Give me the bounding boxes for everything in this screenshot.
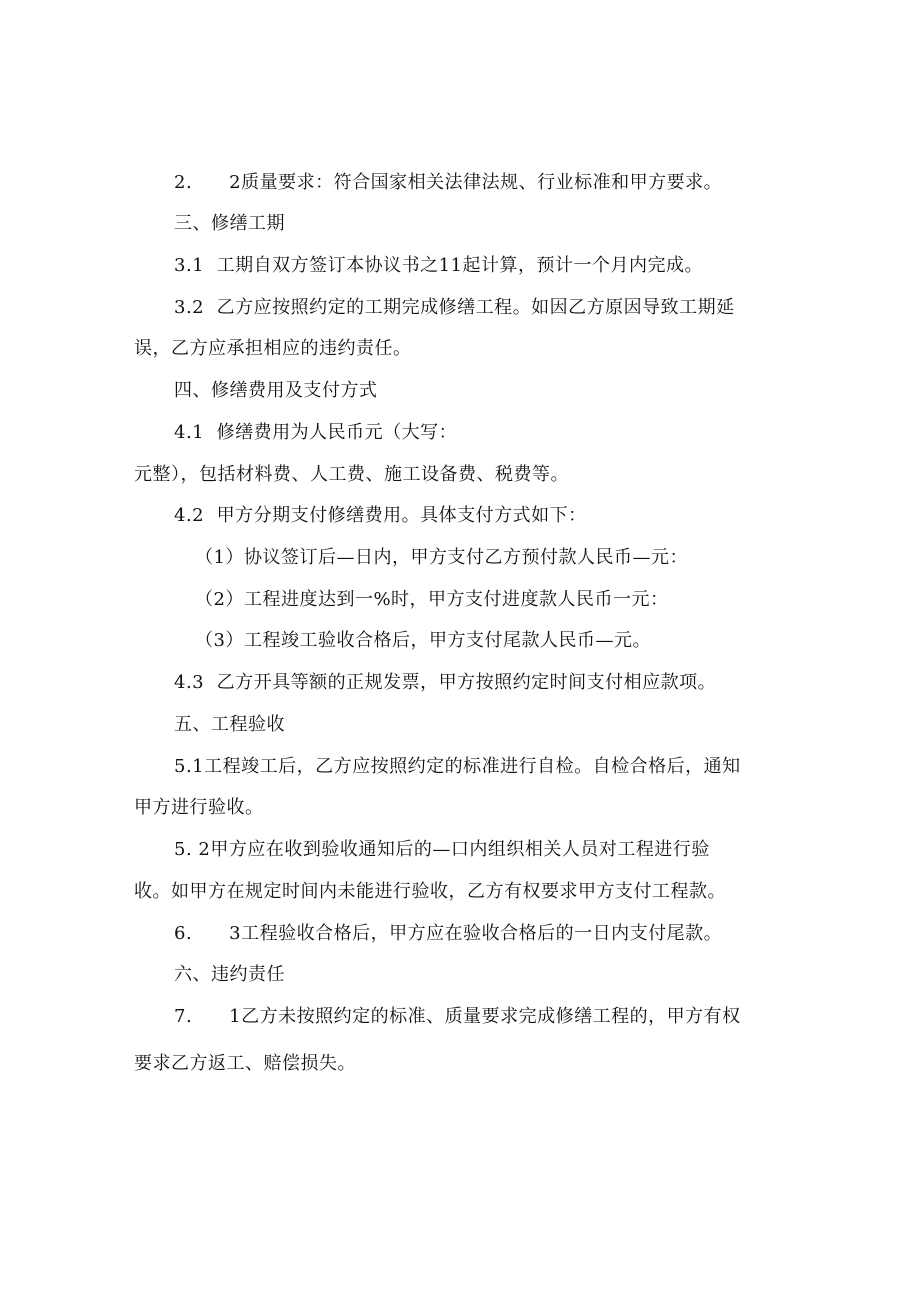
section-heading-6: 六、违约责任 bbox=[174, 964, 285, 985]
clause-4-3: 4.3 乙方开具等额的正规发票，甲方按照约定时间支付相应款项。 bbox=[174, 672, 717, 693]
clause-4-1-cont: 元整），包括材料费、人工费、施工设备费、税费等。 bbox=[134, 464, 569, 485]
section-heading-3: 三、修缮工期 bbox=[174, 213, 285, 234]
payment-item-3: （3）工程竣工验收合格后，甲方支付尾款人民币—元。 bbox=[195, 630, 651, 651]
clause-5-1-cont: 甲方进行验收。 bbox=[134, 797, 264, 818]
clause-7-1: 7. 1乙方未按照约定的标准、质量要求完成修缮工程的，甲方有权 bbox=[174, 1006, 741, 1027]
clause-5-1: 5.1工程竣工后，乙方应按照约定的标准进行自检。自检合格后，通知 bbox=[174, 756, 741, 777]
clause-5-2: 5. 2甲方应在收到验收通知后的—口内组织相关人员对工程进行验 bbox=[174, 839, 710, 860]
section-heading-4: 四、修缮费用及支付方式 bbox=[174, 380, 378, 401]
clause-5-2-cont: 收。如甲方在规定时间内未能进行验收，乙方有权要求甲方支付工程款。 bbox=[134, 881, 726, 902]
clause-3-1: 3.1 工期自双方签订本协议书之11起计算，预计一个月内完成。 bbox=[174, 255, 703, 276]
payment-item-2: （2）工程进度达到一%时，甲方支付进度款人民币一元： bbox=[195, 589, 669, 610]
clause-2-2-quality: 2. 2质量要求：符合国家相关法律法规、行业标准和甲方要求。 bbox=[174, 172, 723, 193]
clause-3-2-cont: 误，乙方应承担相应的违约责任。 bbox=[134, 338, 412, 359]
clause-7-1-cont: 要求乙方返工、赔偿损失。 bbox=[134, 1053, 356, 1074]
section-heading-5: 五、工程验收 bbox=[174, 714, 285, 735]
payment-item-1: （1）协议签订后—日内，甲方支付乙方预付款人民币—元： bbox=[195, 547, 688, 568]
clause-4-2: 4.2 甲方分期支付修缮费用。具体支付方式如下： bbox=[174, 505, 587, 526]
clause-6-3: 6. 3工程验收合格后，甲方应在验收合格后的一日内支付尾款。 bbox=[174, 923, 723, 944]
clause-4-1: 4.1 修缮费用为人民币元（大写： bbox=[174, 422, 458, 443]
clause-3-2: 3.2 乙方应按照约定的工期完成修缮工程。如因乙方原因导致工期延 bbox=[174, 297, 735, 318]
